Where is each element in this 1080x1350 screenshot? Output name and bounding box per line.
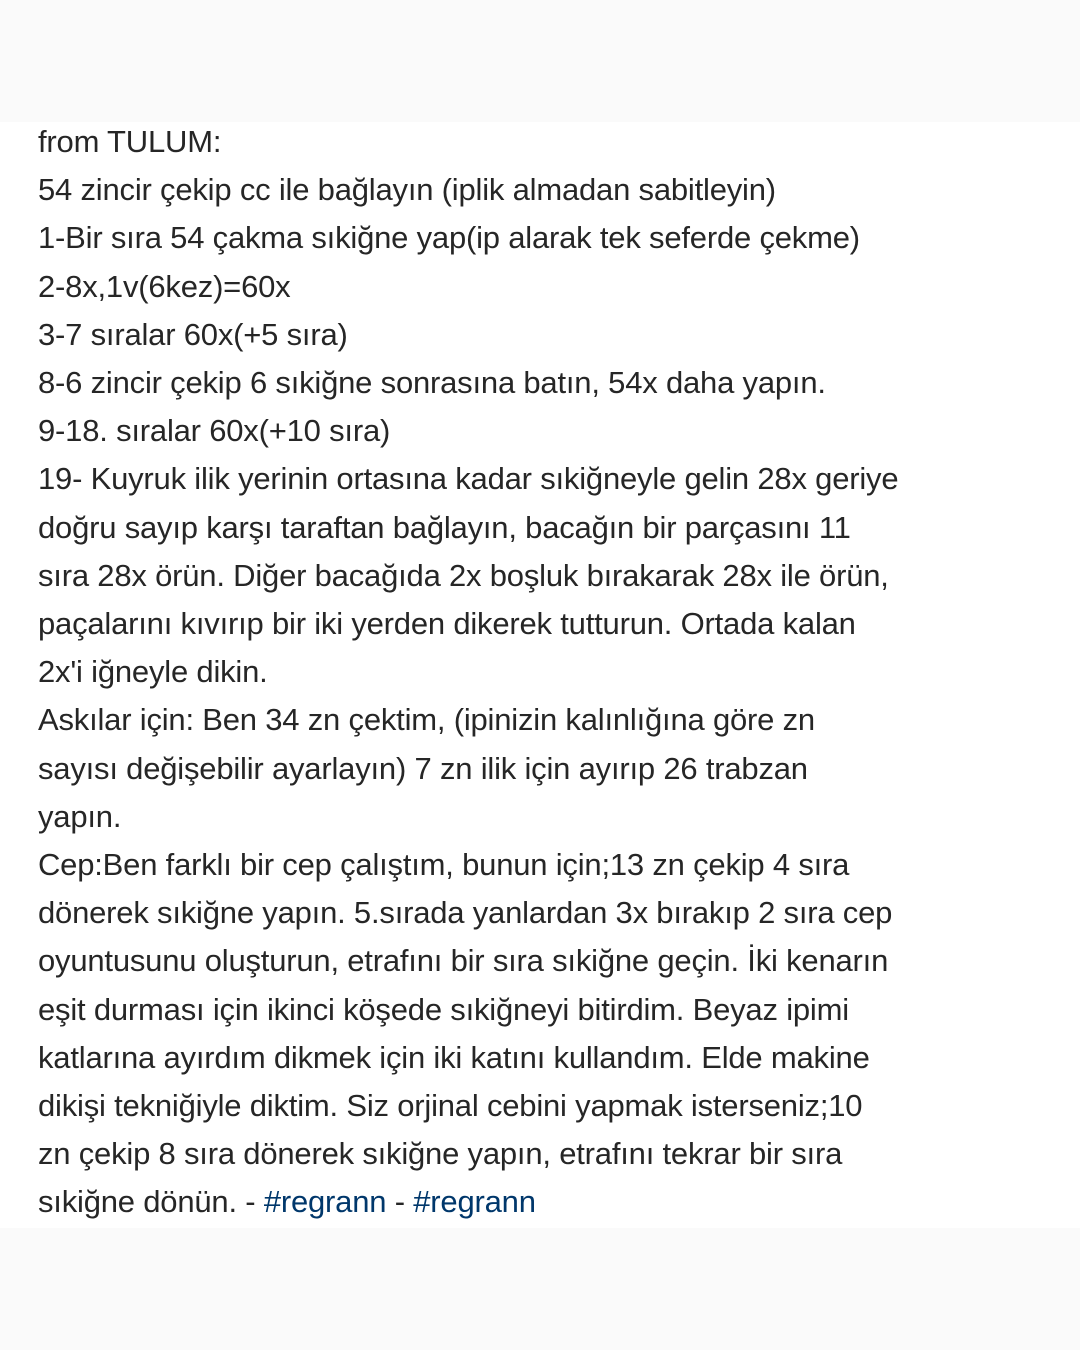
caption-line: paçalarını kıvırıp bir iki yerden dikerek tutturun. Ortada kalan <box>38 606 856 642</box>
caption-line: eşit durması için ikinci köşede sıkiğneyi bitirdim. Beyaz ipimi <box>38 991 849 1027</box>
caption-line: dönerek sıkiğne yapın. 5.sırada yanlardan 3x bırakıp 2 sıra cep <box>38 895 893 931</box>
caption-line: 8-6 zincir çekip 6 sıkiğne sonrasına batın, 54x daha yapın. <box>38 365 826 401</box>
caption-line: dikişi tekniğiyle diktim. Siz orjinal cebini yapmak isterseniz;10 <box>38 1088 863 1124</box>
caption-line: Cep:Ben farklı bir cep çalıştım, bunun için;13 zn çekip 4 sıra <box>38 847 850 883</box>
caption-line: oyuntusunu oluşturun, etrafını bir sıra sıkiğne geçin. İki kenarın <box>38 943 889 979</box>
caption-line: katlarına ayırdım dikmek için iki katını kullandım. Elde makine <box>38 1039 870 1075</box>
caption-line: sıra 28x örün. Diğer bacağıda 2x boşluk bırakarak 28x ile örün, <box>38 557 889 593</box>
hashtag-link[interactable]: #regrann <box>413 1184 536 1220</box>
caption-line: 2x'i iğneyle dikin. <box>38 654 268 690</box>
caption-line: 3-7 sıralar 60x(+5 sıra) <box>38 316 348 352</box>
caption-line-text: sıkiğne dönün. - <box>38 1184 264 1220</box>
caption-line: 19- Kuyruk ilik yerinin ortasına kadar sıkiğneyle gelin 28x geriye <box>38 461 899 497</box>
caption-text <box>38 118 1058 1227</box>
caption-line: 1-Bir sıra 54 çakma sıkiğne yap(ip alarak tek seferde çekme) <box>38 220 860 256</box>
caption-line: zn çekip 8 sıra dönerek sıkiğne yapın, etrafını tekrar bir sıra <box>38 1136 843 1172</box>
caption-last-line <box>38 1178 1058 1226</box>
caption-line: 2-8x,1v(6kez)=60x <box>38 268 291 304</box>
caption-line: 54 zincir çekip cc ile bağlayın (iplik almadan sabitleyin) <box>38 172 776 208</box>
caption-line: 9-18. sıralar 60x(+10 sıra) <box>38 413 391 449</box>
caption-line: Askılar için: Ben 34 zn çektim, (ipinizin kalınlığına göre zn <box>38 702 815 738</box>
top-margin <box>0 0 1080 122</box>
caption-line: doğru sayıp karşı taraftan bağlayın, bacağın bir parçasını 11 <box>38 509 851 545</box>
bottom-margin <box>0 1228 1080 1350</box>
hashtag-link[interactable]: #regrann <box>263 1184 387 1220</box>
caption-line: yapın. <box>38 798 122 834</box>
hashtag-separator: - <box>386 1184 414 1220</box>
caption-line: sayısı değişebilir ayarlayın) 7 zn ilik için ayırıp 26 trabzan <box>38 750 808 786</box>
caption-line: from TULUM: <box>38 124 222 159</box>
